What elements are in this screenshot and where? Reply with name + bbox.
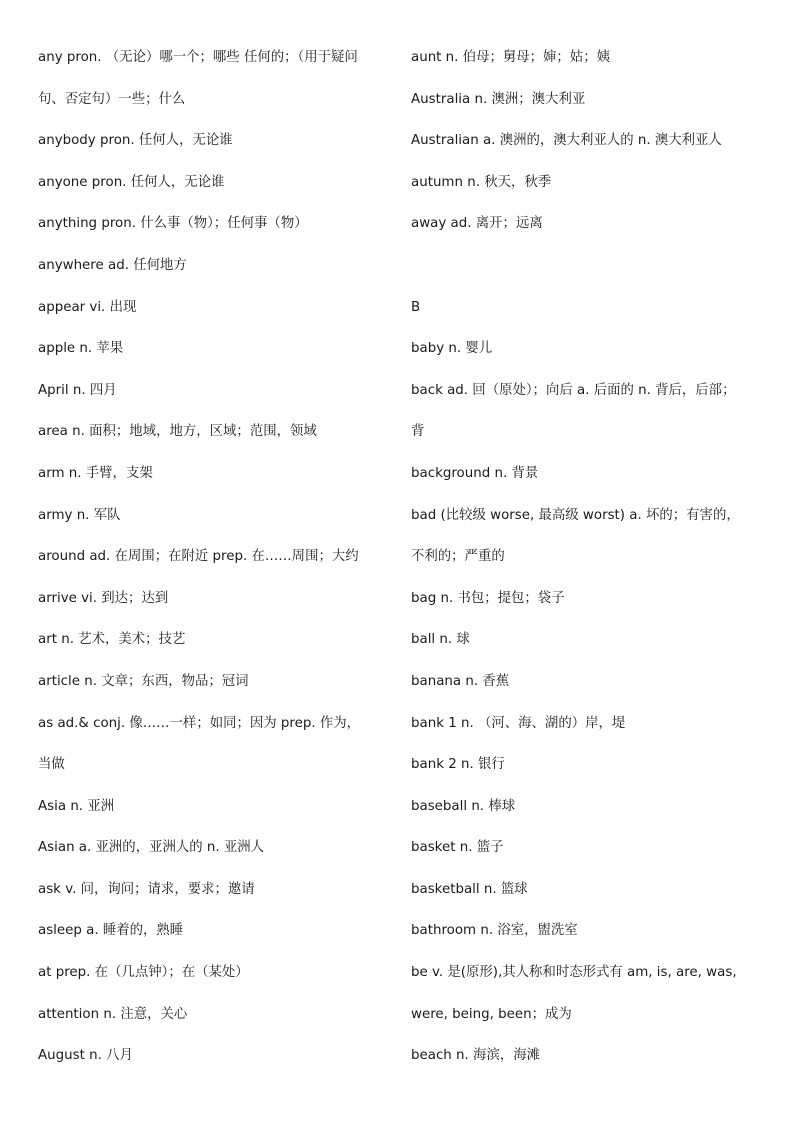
left-entry-line: August n. 八月 <box>38 1048 133 1064</box>
right-entry-line: banana n. 香蕉 <box>411 673 510 689</box>
right-entry-line: away ad. 离开；远离 <box>411 216 543 232</box>
right-entry-line: aunt n. 伯母；舅母；婶；姑；姨 <box>411 50 610 65</box>
right-entry-line: baseball n. 棒球 <box>411 798 516 814</box>
left-entry-line: arrive vi. 到达；达到 <box>38 590 169 606</box>
right-entry-line: back ad. 回（原处）；向后 a. 后面的 n. 背后，后部； <box>411 382 736 398</box>
right-entry-line: bank 2 n. 银行 <box>411 757 505 773</box>
right-entry-line: baby n. 婴儿 <box>411 341 493 357</box>
right-entry-line: were, being, been；成为 <box>411 1006 572 1022</box>
right-entry-line: B <box>411 299 421 315</box>
right-entry-line: 背 <box>411 424 425 440</box>
right-entry-line: beach n. 海滨，海滩 <box>411 1048 541 1064</box>
left-entry-line: army n. 军队 <box>38 507 121 523</box>
left-entry-line: arm n. 手臂，支架 <box>38 465 153 481</box>
left-entry-line: area n. 面积；地域，地方，区域；范围，领域 <box>38 424 317 440</box>
right-entry-line: autumn n. 秋天，秋季 <box>411 174 552 190</box>
right-entry-line: 不利的；严重的 <box>411 549 505 565</box>
left-entry-line: apple n. 苹果 <box>38 341 124 357</box>
right-entry-line: bad (比较级 worse, 最高级 worst) a. 坏的；有害的， <box>411 507 740 523</box>
left-entry-line: April n. 四月 <box>38 382 117 398</box>
right-entry-line: bag n. 书包；提包；袋子 <box>411 590 565 606</box>
left-entry-line: 句、否定句）一些；什么 <box>38 91 186 107</box>
right-entry-line: Australian a. 澳洲的，澳大利亚人的 n. 澳大利亚人 <box>411 133 722 149</box>
right-entry-line: Australia n. 澳洲；澳大利亚 <box>411 91 586 107</box>
right-entry-line: basketball n. 篮球 <box>411 881 528 897</box>
left-entry-line: around ad. 在周围；在附近 prep. 在……周围；大约 <box>38 549 359 565</box>
left-entry-line: attention n. 注意，关心 <box>38 1006 188 1022</box>
right-column <box>411 37 761 1077</box>
left-entry-line: appear vi. 出现 <box>38 299 137 315</box>
left-entry-line: Asia n. 亚洲 <box>38 798 115 814</box>
left-entry-line: anything pron. 什么事（物）；任何事（物） <box>38 216 308 232</box>
left-column <box>38 37 390 1077</box>
right-entry-line: ball n. 球 <box>411 632 470 648</box>
left-entry-line: anywhere ad. 任何地方 <box>38 257 187 273</box>
left-entry-line: any pron. （无论）哪一个；哪些 任何的；（用于疑问 <box>38 50 358 65</box>
right-entry-line: background n. 背景 <box>411 465 539 481</box>
left-entry-line: anyone pron. 任何人，无论谁 <box>38 174 225 190</box>
right-entry-line: be v. 是(原形),其人称和时态形式有 am, is, are, was, <box>411 965 737 981</box>
right-entry-line: bank 1 n. （河、海、湖的）岸，堤 <box>411 715 626 731</box>
left-entry-line: as ad.& conj. 像……一样；如同；因为 prep. 作为， <box>38 715 361 731</box>
left-entry-line: ask v. 问，询问；请求，要求；邀请 <box>38 881 255 897</box>
left-entry-line: art n. 艺术，美术；技艺 <box>38 632 186 648</box>
right-entry-line <box>411 245 761 287</box>
left-entry-line: article n. 文章；东西，物品；冠词 <box>38 673 249 689</box>
right-entry-line: basket n. 篮子 <box>411 840 504 856</box>
left-entry-line: anybody pron. 任何人，无论谁 <box>38 133 233 149</box>
right-entry-line: bathroom n. 浴室，盥洗室 <box>411 923 578 939</box>
left-entry-line: at prep. 在（几点钟）；在（某处） <box>38 965 249 981</box>
left-entry-line: Asian a. 亚洲的，亚洲人的 n. 亚洲人 <box>38 840 265 856</box>
left-entry-line: 当做 <box>38 757 65 773</box>
left-entry-line: asleep a. 睡着的，熟睡 <box>38 923 184 939</box>
